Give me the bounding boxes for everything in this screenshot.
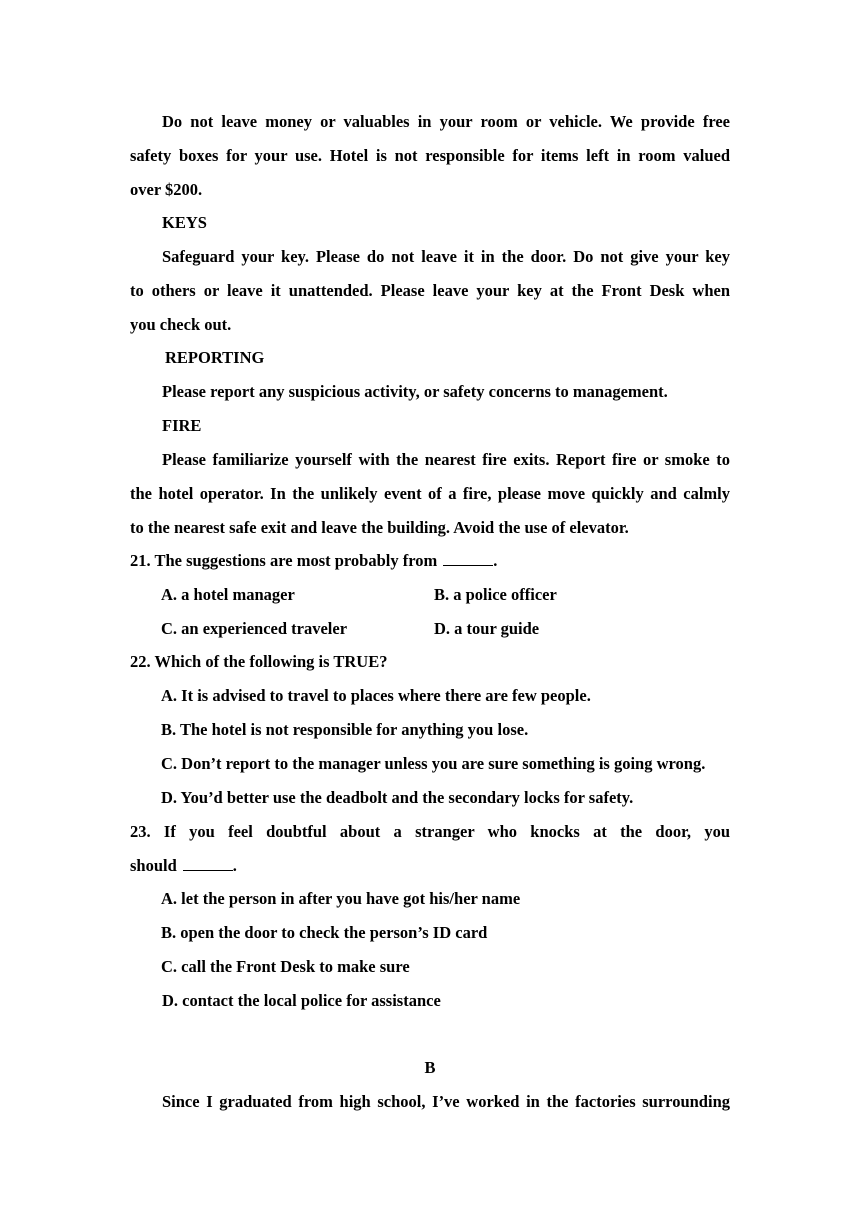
reporting-line-1: Please report any suspicious activity, or safety concerns to management. [162, 382, 668, 401]
fire-line-2: the hotel operator. In the unlikely event of a fire, please move quickly and calmly [130, 484, 730, 503]
valuables-line-2: safety boxes for your use. Hotel is not responsible for items left in room valued [130, 146, 730, 165]
option-21-c: C. an experienced traveler [161, 619, 348, 638]
fire-line-1: Please familiarize yourself with the nearest fire exits. Report fire or smoke to [162, 450, 730, 469]
option-23-d: D. contact the local police for assistance [162, 991, 441, 1010]
answer-blank [183, 856, 233, 871]
keys-line-3: you check out. [130, 315, 232, 334]
option-22-a: A. It is advised to travel to places where there are few people. [161, 686, 591, 705]
question-23-stem-line-2 [130, 856, 237, 876]
option-22-d: D. You’d better use the deadbolt and the secondary locks for safety. [161, 788, 634, 807]
reporting-heading: REPORTING [165, 348, 265, 367]
question-21-text: 21. The suggestions are most probably from [130, 551, 438, 570]
section-b-heading: B [424, 1058, 436, 1077]
question-23-text: should [130, 856, 177, 875]
option-21-d: D. a tour guide [434, 619, 540, 638]
fire-heading: FIRE [162, 416, 202, 435]
passage-b-line-1: Since I graduated from high school, I’ve worked in the factories surrounding [162, 1092, 730, 1111]
question-21-stem [130, 551, 497, 571]
question-23-end: . [232, 856, 237, 875]
keys-line-1: Safeguard your key. Please do not leave it in the door. Do not give your key [162, 247, 730, 266]
keys-heading: KEYS [162, 213, 207, 232]
valuables-line-1: Do not leave money or valuables in your room or vehicle. We provide free [162, 112, 730, 131]
question-22-stem: 22. Which of the following is TRUE? [130, 652, 388, 671]
question-23-stem-line-1: 23. If you feel doubtful about a stranger who knocks at the door, you [130, 822, 730, 841]
valuables-line-3: over $200. [130, 180, 203, 199]
option-21-a: A. a hotel manager [161, 585, 295, 604]
option-21-b: B. a police officer [434, 585, 557, 604]
option-22-b: B. The hotel is not responsible for anything you lose. [161, 720, 529, 739]
fire-line-3: to the nearest safe exit and leave the building. Avoid the use of elevator. [130, 518, 629, 537]
question-21-end: . [493, 551, 498, 570]
keys-line-2: to others or leave it unattended. Please leave your key at the Front Desk when [130, 281, 730, 300]
option-23-c: C. call the Front Desk to make sure [161, 957, 410, 976]
answer-blank [443, 551, 493, 566]
option-22-c: C. Don’t report to the manager unless you are sure something is going wrong. [161, 754, 706, 773]
option-23-a: A. let the person in after you have got his/her name [161, 889, 521, 908]
option-23-b: B. open the door to check the person’s ID card [161, 923, 488, 942]
